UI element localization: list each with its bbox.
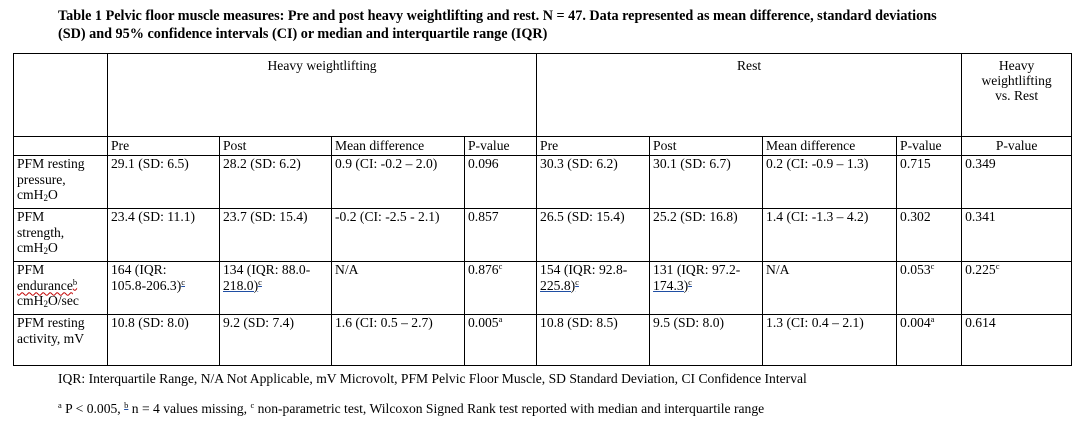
- row-label: PFM endurance$^b$ cmH$_2$O/sec: [14, 262, 108, 315]
- caption-line-1: Table 1 Pelvic floor muscle measures: Pre and post heavy weightlifting and rest. N = 47. Data represented as mean difference, standard deviations: [58, 8, 937, 24]
- table-row: [14, 315, 1072, 366]
- table-cell: 26.5 (SD: 15.4): [537, 209, 650, 262]
- table-cell: 9.5 (SD: 8.0): [650, 315, 763, 366]
- sub-header-empty: [14, 137, 108, 156]
- footnote-abbreviations: IQR: Interquartile Range, N/A Not Applicable, mV Microvolt, PFM Pelvic Floor Muscle, SD Standard Deviation, CI Confidence Interval: [58, 371, 807, 386]
- sub-header-pre: Pre: [537, 137, 650, 156]
- table-row: [14, 209, 1072, 262]
- table-cell: 0.096: [465, 156, 537, 209]
- sub-header-p-value: P-value: [897, 137, 962, 156]
- table-cell: 25.2 (SD: 16.8): [650, 209, 763, 262]
- table-cell: 0.053$^c$: [897, 262, 962, 315]
- table-cell: 23.7 (SD: 15.4): [220, 209, 332, 262]
- table-cell: 0.004$^a$: [897, 315, 962, 366]
- table-row: [14, 262, 1072, 315]
- caption-line-2: (SD) and 95% confidence intervals (CI) or median and interquartile range (IQR): [58, 26, 548, 42]
- table-cell: 10.8 (SD: 8.5): [537, 315, 650, 366]
- table-cell: 0.225$^c$: [962, 262, 1072, 315]
- group-header-heavy: Heavy weightlifting: [108, 54, 537, 137]
- table-cell: 0.341: [962, 209, 1072, 262]
- footnote-legend: $^a$ P < 0.005, $^b$ n = 4 values missing, $^c$ non-parametric test, Wilcoxon Signed Rank test reported with median and interquartile range: [58, 400, 765, 416]
- table-cell: N/A: [332, 262, 465, 315]
- sub-header-mean-difference: Mean difference: [332, 137, 465, 156]
- table-cell: 0.614: [962, 315, 1072, 366]
- table-cell: 164 (IQR: 105.8-206.3)$^c$: [108, 262, 220, 315]
- table-cell: 0.9 (CI: -0.2 – 2.0): [332, 156, 465, 209]
- table-cell: 1.4 (CI: -1.3 – 4.2): [763, 209, 897, 262]
- table-cell: 134 (IQR: 88.0- 218.0)$^c$: [220, 262, 332, 315]
- table-cell: 23.4 (SD: 11.1): [108, 209, 220, 262]
- sub-header-post: Post: [650, 137, 763, 156]
- table-cell: 29.1 (SD: 6.5): [108, 156, 220, 209]
- empty-header-cell: [14, 54, 108, 137]
- table-cell: 131 (IQR: 97.2- 174.3)$^c$: [650, 262, 763, 315]
- table-cell: 30.1 (SD: 6.7): [650, 156, 763, 209]
- table-cell: -0.2 (CI: -2.5 - 2.1): [332, 209, 465, 262]
- group-header-rest: Rest: [537, 54, 962, 137]
- results-table: [13, 53, 1072, 366]
- table-cell: 0.005$^a$: [465, 315, 537, 366]
- sub-header-row: [14, 137, 1072, 156]
- sub-header-p-value-comparison: P-value: [962, 137, 1072, 156]
- group-header-comparison: Heavy weightlifting vs. Rest: [962, 54, 1072, 137]
- table-cell: 154 (IQR: 92.8- 225.8)$^c$: [537, 262, 650, 315]
- sub-header-post: Post: [220, 137, 332, 156]
- table-cell: 1.6 (CI: 0.5 – 2.7): [332, 315, 465, 366]
- row-label: PFM strength, cmH$_2$O: [14, 209, 108, 262]
- table-cell: 1.3 (CI: 0.4 – 2.1): [763, 315, 897, 366]
- table-cell: N/A: [763, 262, 897, 315]
- sub-header-mean-difference: Mean difference: [763, 137, 897, 156]
- table-cell: 9.2 (SD: 7.4): [220, 315, 332, 366]
- table-cell: 0.857: [465, 209, 537, 262]
- table-cell: 0.302: [897, 209, 962, 262]
- group-header-row: [14, 54, 1072, 137]
- table-cell: 30.3 (SD: 6.2): [537, 156, 650, 209]
- table-row: [14, 156, 1072, 209]
- table-cell: 28.2 (SD: 6.2): [220, 156, 332, 209]
- sub-header-p-value: P-value: [465, 137, 537, 156]
- table-cell: 0.349: [962, 156, 1072, 209]
- table-cell: 10.8 (SD: 8.0): [108, 315, 220, 366]
- table-caption: [58, 7, 1048, 43]
- row-label: PFM resting pressure, cmH$_2$O: [14, 156, 108, 209]
- table-cell: 0.876$^c$: [465, 262, 537, 315]
- table-cell: 0.715: [897, 156, 962, 209]
- sub-header-pre: Pre: [108, 137, 220, 156]
- row-label: PFM resting activity, mV: [14, 315, 108, 366]
- table-cell: 0.2 (CI: -0.9 – 1.3): [763, 156, 897, 209]
